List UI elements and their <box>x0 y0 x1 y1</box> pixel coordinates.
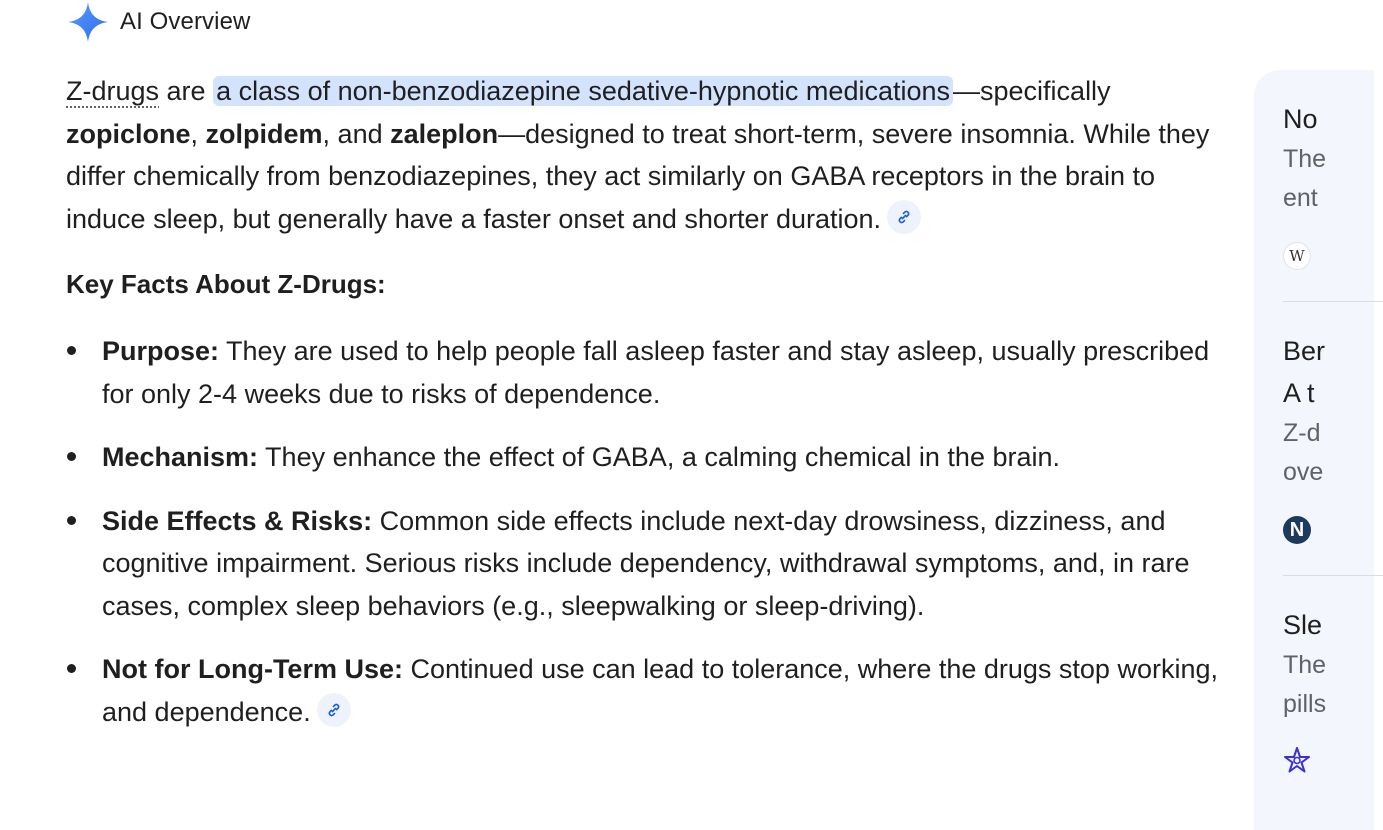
sparkle-icon <box>66 0 110 44</box>
link-icon <box>325 701 343 719</box>
facts-heading: Key Facts About Z-Drugs: <box>66 269 386 299</box>
sources-panel <box>1254 70 1374 830</box>
highlighted-definition[interactable]: a class of non-benzodiazepine sedative-hypnotic medications <box>213 76 953 106</box>
link-icon <box>895 208 913 226</box>
facts-list <box>66 330 1226 733</box>
source-title[interactable]: Sle <box>1283 610 1323 640</box>
overview-content <box>66 70 1226 754</box>
list-item: Side Effects & Risks: Common side effects include next-day drowsiness, dizziness, and cognitive impairment. Serious risks include dependency, withdrawal symptoms, and, in rare cases, complex sleep behaviors (e.g., sleepwalking or sleep-driving). <box>66 500 1226 628</box>
ai-overview-header <box>66 0 250 44</box>
source-card[interactable]: No The ent <box>1283 98 1373 218</box>
list-item: Purpose: They are used to help people fall asleep faster and stay asleep, usually prescribed for only 2-4 weeks due to risks of dependence. <box>66 330 1226 415</box>
source-title[interactable]: Ber <box>1283 336 1326 366</box>
drug-zopiclone: zopiclone <box>66 118 191 149</box>
source-card[interactable]: Sle The pills <box>1283 604 1373 724</box>
news-icon: N <box>1283 516 1311 544</box>
drug-zaleplon: zaleplon <box>390 118 499 149</box>
source-card[interactable]: Ber A t Z-d ove <box>1283 330 1373 492</box>
intro-paragraph: Z-drugs are a class of non-benzodiazepine sedative-hypnotic medications —specifically zopiclone, zolpidem, and zaleplon—designed to treat short-term, severe insomnia. While they differ chemically from benzodiazepines, they act similarly on GABA receptors in the brain to induce sleep, but generally have a faster onset and shorter duration. <box>66 76 1210 234</box>
header-title: AI Overview <box>120 8 251 35</box>
source-title[interactable]: A t <box>1283 378 1315 408</box>
source-title[interactable]: No <box>1283 104 1318 134</box>
list-item: Not for Long-Term Use: Continued use can lead to tolerance, where the drugs stop working, and dependence. <box>66 648 1226 733</box>
star-logo-icon <box>1283 746 1311 774</box>
source-link-button[interactable] <box>317 693 351 727</box>
divider <box>1283 301 1383 302</box>
drug-zolpidem: zolpidem <box>205 118 323 149</box>
term-z-drugs[interactable]: Z-drugs <box>66 76 160 106</box>
divider <box>1283 575 1383 576</box>
wikipedia-icon: W <box>1283 242 1311 270</box>
list-item: Mechanism: They enhance the effect of GABA, a calming chemical in the brain. <box>66 436 1226 479</box>
source-link-button[interactable] <box>887 200 921 234</box>
